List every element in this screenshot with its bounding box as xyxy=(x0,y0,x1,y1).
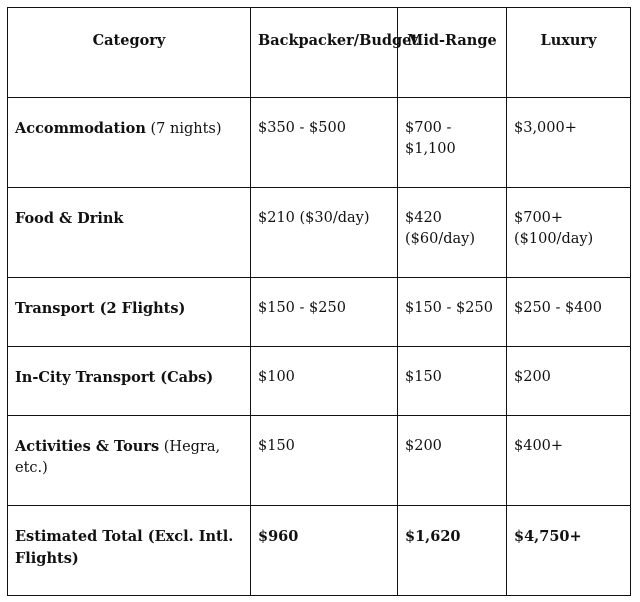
cell-mid-range: $200 xyxy=(398,416,507,506)
header-luxury: Luxury xyxy=(507,8,631,98)
cell-mid-range: $150 xyxy=(398,347,507,416)
cell-budget: $960 xyxy=(251,506,398,596)
cell-budget: $150 - $250 xyxy=(251,278,398,347)
row-label: Food & Drink xyxy=(15,210,124,227)
cell-budget: $100 xyxy=(251,347,398,416)
cell-luxury: $700+ ($100/day) xyxy=(507,188,631,278)
cell-budget: $350 - $500 xyxy=(251,98,398,188)
cell-mid-range: $700 - $1,100 xyxy=(398,98,507,188)
row-label: Accommodation xyxy=(15,120,146,137)
row-category xyxy=(8,188,251,278)
table-header-row xyxy=(8,8,631,98)
cell-budget: $210 ($30/day) xyxy=(251,188,398,278)
cell-mid-range: $150 - $250 xyxy=(398,278,507,347)
row-category xyxy=(8,347,251,416)
row-category xyxy=(8,278,251,347)
row-label: Transport (2 Flights) xyxy=(15,300,186,317)
row-category xyxy=(8,506,251,596)
cell-luxury: $400+ xyxy=(507,416,631,506)
row-category xyxy=(8,98,251,188)
cell-luxury: $4,750+ xyxy=(507,506,631,596)
cell-luxury: $200 xyxy=(507,347,631,416)
row-label: Estimated Total (Excl. Intl. Flights) xyxy=(15,528,234,567)
row-note: (Hegra, etc.) xyxy=(15,439,221,476)
cell-mid-range: $420 ($60/day) xyxy=(398,188,507,278)
table-row xyxy=(8,188,631,278)
header-category: Category xyxy=(8,8,251,98)
cell-mid-range: $1,620 xyxy=(398,506,507,596)
table-row xyxy=(8,98,631,188)
row-label: In-City Transport (Cabs) xyxy=(15,369,214,386)
cell-luxury: $250 - $400 xyxy=(507,278,631,347)
row-note: (7 nights) xyxy=(145,121,222,137)
budget-comparison-table xyxy=(7,7,631,596)
table-row xyxy=(8,278,631,347)
cell-budget: $150 xyxy=(251,416,398,506)
table-row xyxy=(8,416,631,506)
budget-table-container xyxy=(7,7,631,596)
header-mid-range: Mid-Range xyxy=(398,8,507,98)
row-label: Activities & Tours xyxy=(15,438,160,455)
table-row-total xyxy=(8,506,631,596)
header-budget: Backpacker/Budget xyxy=(251,8,398,98)
cell-luxury: $3,000+ xyxy=(507,98,631,188)
row-category xyxy=(8,416,251,506)
table-row xyxy=(8,347,631,416)
